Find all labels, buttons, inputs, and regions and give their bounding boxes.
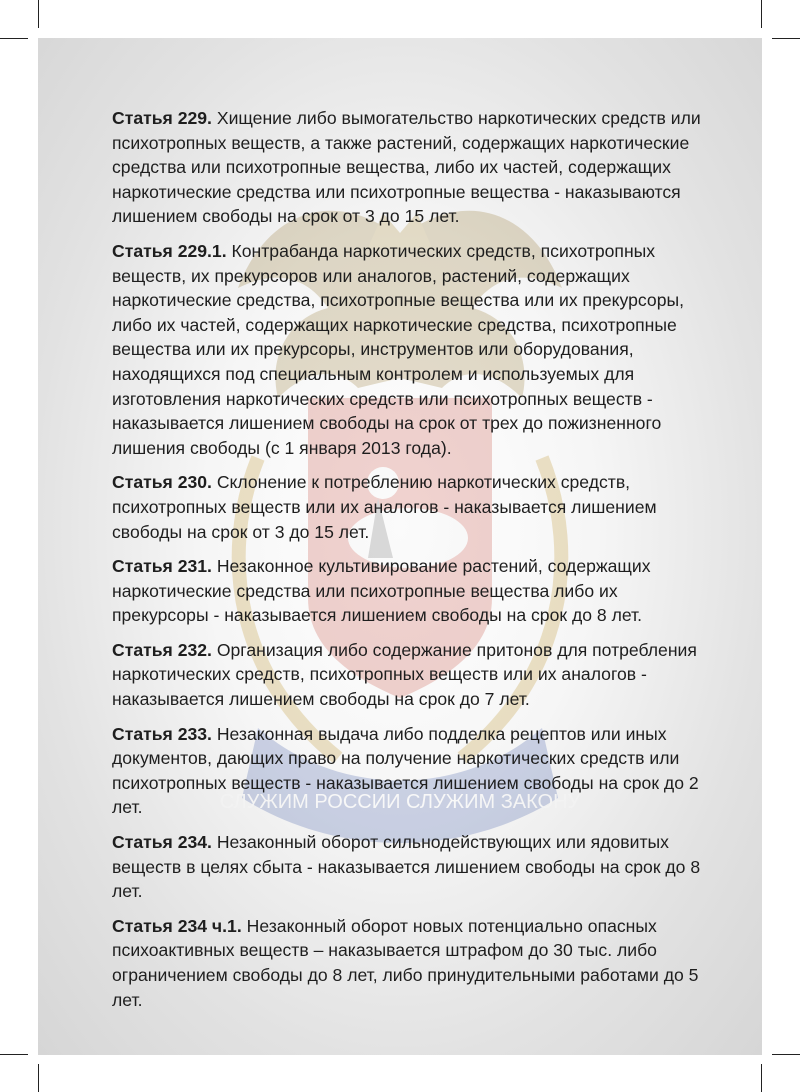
article-text: Контрабанда наркотических средств, психотропных веществ, их прекурсоров или аналогов, растений, содержащих наркотические средства, психотропные вещества или их прекурсоры, либо их частей, содержащих наркотические средства, психотропные вещества или их прекурсоры, инструментов или оборудования, находящихся под специальным контролем и используемых для изготовления наркотических средств или психотропных веществ - наказывается лишением свободы на срок от трех до пожизненного лишения свободы (с 1 января 2013 года). bbox=[112, 240, 685, 458]
article-text: Незаконный оборот новых потенциально опасных психоактивных веществ – наказывается штрафом до 30 тыс. либо ограничением свободы до 8 лет, либо принудительными работами до 5 лет. bbox=[112, 915, 699, 1010]
article-number: Статья 229.1. bbox=[112, 240, 227, 261]
article-number: Статья 231. bbox=[112, 556, 212, 577]
article-234-part-1 bbox=[112, 914, 702, 1012]
emblem-ribbon-text: СЛУЖИМ РОССИИ СЛУЖИМ ЗАКОНУ bbox=[219, 791, 581, 813]
article-number: Статья 229. bbox=[112, 108, 212, 128]
article-text: Хищение либо вымогательство наркотических средств или психотропных веществ, а также растений, содержащих наркотические средства или психотропные вещества, либо их частей, содержащих наркотические средства или психотропные вещества - наказываются лишением свободы на срок от 3 до 15 лет. bbox=[112, 108, 701, 227]
article-number: Статья 234 ч.1. bbox=[112, 915, 242, 936]
article-text: Организация либо содержание притонов для потребления наркотических средств, психотропных веществ или их аналогов - наказывается лишением свободы на срок до 7 лет. bbox=[112, 639, 697, 710]
crop-mark-bottom-right bbox=[761, 1064, 762, 1092]
article-text: Склонение к потреблению наркотических средств, психотропных веществ или их аналогов - наказывается лишением свободы на срок от 3 до 15 лет. bbox=[112, 472, 657, 542]
article-number: Статья 232. bbox=[112, 639, 212, 660]
article-234 bbox=[112, 830, 702, 904]
article-number: Статья 230. bbox=[112, 472, 212, 493]
crop-mark-top-right bbox=[761, 0, 762, 28]
article-text: Незаконное культивирование растений, содержащих наркотические средства или психотропные вещества либо их прекурсоры - наказывается лишением свободы на срок до 8 лет. bbox=[112, 556, 651, 626]
article-232 bbox=[112, 638, 702, 712]
article-text: Незаконный оборот сильнодействующих или ядовитых веществ в целях сбыта - наказывается лишением свободы на срок до 8 лет. bbox=[112, 832, 701, 902]
crop-mark-bottom-left bbox=[38, 1064, 39, 1092]
article-229-1 bbox=[112, 239, 702, 460]
crop-mark-top-left bbox=[38, 0, 39, 28]
leaflet-page bbox=[38, 38, 762, 1055]
crop-mark-right-top bbox=[772, 38, 800, 39]
article-231 bbox=[112, 554, 702, 628]
article-number: Статья 233. bbox=[112, 723, 212, 744]
articles-list bbox=[112, 106, 702, 1022]
article-229 bbox=[112, 106, 702, 229]
article-230 bbox=[112, 470, 702, 544]
crop-mark-left-bottom bbox=[0, 1054, 28, 1055]
crop-mark-left-top bbox=[0, 38, 28, 39]
article-number: Статья 234. bbox=[112, 832, 212, 853]
article-233 bbox=[112, 722, 702, 820]
article-text: Незаконная выдача либо подделка рецептов или иных документов, дающих право на получение наркотических средств или психотропных веществ - наказывается лишением свободы на срок до 2 лет. bbox=[112, 723, 699, 818]
crop-mark-right-bottom bbox=[772, 1054, 800, 1055]
